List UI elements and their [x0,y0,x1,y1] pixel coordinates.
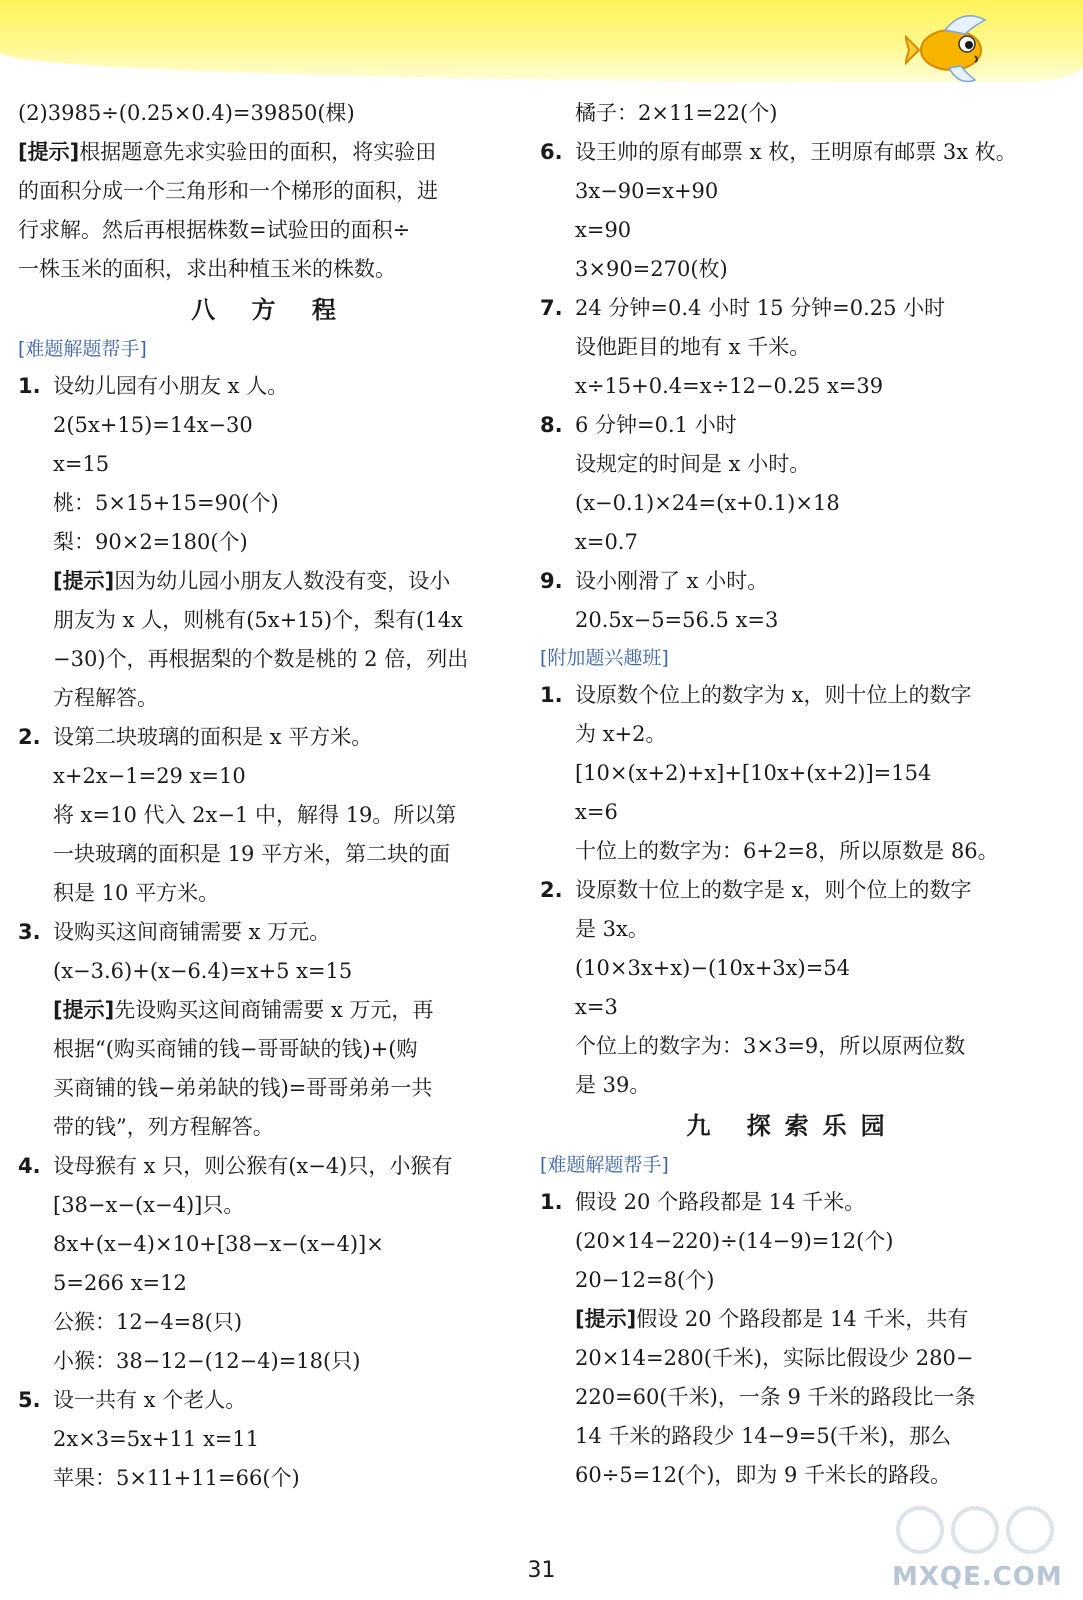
subsection-label: [附加题兴趣班] [540,647,669,669]
text-line: x=6 [575,800,618,824]
hint-text: 因为幼儿园小朋友人数没有变，设小 [114,569,451,593]
text-line: 为 x+2。 [575,722,667,746]
text-line: 设他距目的地有 x 千米。 [575,335,811,359]
right-column [540,94,1045,1495]
hint-text: 根据题意先求实验田的面积，将实验田 [79,140,437,164]
text-line: x=15 [53,452,110,476]
subsection-label: [难题解题帮手] [540,1154,669,1176]
item-number: 4. [18,1154,41,1178]
item-text: 设王帅的原有邮票 x 枚，王明原有邮票 3x 枚。 [575,140,1017,164]
text-line: (20×14−220)÷(14−9)=12(个) [575,1229,894,1253]
text-line: 桃：5×15+15=90(个) [53,491,279,515]
answer-item [540,1183,1045,1222]
answer-item [18,718,523,757]
answer-item [540,562,1045,601]
hint-line [18,133,523,172]
item-number: 2. [18,725,41,749]
text-line: 个位上的数字为：3×3=9，所以原两位数 [575,1034,966,1058]
text-line: 20.5x−5=56.5 x=3 [575,608,779,632]
text-line: 十位上的数字为：6+2=8，所以原数是 86。 [575,839,999,863]
answer-item [540,289,1045,328]
text-line: 设规定的时间是 x 小时。 [575,452,811,476]
text-line: 是 39。 [575,1073,651,1097]
text-line: 朋友为 x 人，则桃有(5x+15)个，梨有(14x [53,608,463,632]
text-line: [10×(x+2)+x]+[10x+(x+2)]=154 [575,761,932,785]
text-line: x=0.7 [575,530,638,554]
text-line: 小猴：38−12−(12−4)=18(只) [53,1349,361,1373]
section-title: 八 方 程 [191,296,350,324]
text-line: 梨：90×2=180(个) [53,530,248,554]
fish-mascot-icon [905,6,1001,88]
text-line: 橘子：2×11=22(个) [575,101,778,125]
hint-text: 假设 20 个路段都是 14 千米，共有 [636,1307,969,1331]
text-line: 是 3x。 [575,917,649,941]
text-line: 公猴：12−4=8(只) [53,1310,243,1334]
text-line: x+2x−1=29 x=10 [53,764,246,788]
text-line: 行求解。然后再根据株数=试验田的面积÷ [18,218,411,242]
text-line: 3x−90=x+90 [575,179,719,203]
item-number: 1. [540,683,563,707]
left-column [18,94,523,1498]
item-text: 24 分钟=0.4 小时 15 分钟=0.25 小时 [575,296,946,320]
text-line: x=3 [575,995,618,1019]
text-line: 3×90=270(枚) [575,257,728,281]
text-line: 积是 10 平方米。 [53,881,220,905]
item-text: 假设 20 个路段都是 14 千米。 [575,1190,866,1214]
text-line: (2)3985÷(0.25×0.4)=39850(棵) [18,101,355,125]
hint-text: 先设购买这间商铺需要 x 万元，再 [114,998,434,1022]
item-number: 6. [540,140,563,164]
item-number: 1. [540,1190,563,1214]
item-number: 9. [540,569,563,593]
item-text: 设第二块玻璃的面积是 x 平方米。 [53,725,373,749]
text-line: 买商铺的钱−弟弟缺的钱)=哥哥弟弟一共 [53,1076,433,1100]
text-line: 14 千米的路段少 14−9=5(千米)，那么 [575,1424,952,1448]
hint-label: [提示] [18,140,80,164]
item-text: 设幼儿园有小朋友 x 人。 [53,374,289,398]
text-line: x=90 [575,218,632,242]
item-text: 设母猴有 x 只，则公猴有(x−4)只，小猴有 [53,1154,453,1178]
text-line: 220=60(千米)，一条 9 千米的路段比一条 [575,1385,976,1409]
text-line: 5=266 x=12 [53,1271,187,1295]
hint-label: [提示] [53,998,115,1022]
answer-item [18,1147,523,1186]
answer-item [540,676,1045,715]
text-line: 将 x=10 代入 2x−1 中，解得 19。所以第 [53,803,457,827]
text-line: (x−0.1)×24=(x+0.1)×18 [575,491,840,515]
item-text: 6 分钟=0.1 小时 [575,413,737,437]
text-line: 的面积分成一个三角形和一个梯形的面积，进 [18,179,438,203]
text-line: 方程解答。 [53,686,158,710]
item-text: 设小刚滑了 x 小时。 [575,569,769,593]
item-text: 设购买这间商铺需要 x 万元。 [53,920,331,944]
watermark-text: MXQE.COM [892,1562,1063,1592]
text-line: 20−12=8(个) [575,1268,715,1292]
item-number: 5. [18,1388,41,1412]
text-line: (10×3x+x)−(10x+3x)=54 [575,956,851,980]
hint-line [18,562,523,601]
text-line: 根据“(购买商铺的钱−哥哥缺的钱)+(购 [53,1037,418,1061]
answer-item [18,367,523,406]
subsection-label: [难题解题帮手] [18,338,147,360]
hint-label: [提示] [575,1307,637,1331]
hint-label: [提示] [53,569,115,593]
answer-item [540,406,1045,445]
hint-line [18,991,523,1030]
answer-item [18,913,523,952]
item-number: 1. [18,374,41,398]
hint-line [540,1300,1045,1339]
item-text: 设原数个位上的数字为 x，则十位上的数字 [575,683,972,707]
text-line: x÷15+0.4=x÷12−0.25 x=39 [575,374,884,398]
item-number: 3. [18,920,41,944]
item-number: 2. [540,878,563,902]
item-number: 7. [540,296,563,320]
text-line: 带的钱”，列方程解答。 [53,1115,274,1139]
text-line: 8x+(x−4)×10+[38−x−(x−4)]× [53,1232,384,1256]
answer-item [540,871,1045,910]
text-line: 2x×3=5x+11 x=11 [53,1427,260,1451]
item-number: 8. [540,413,563,437]
text-line: 60÷5=12(个)，即为 9 千米长的路段。 [575,1463,952,1487]
item-text: 设一共有 x 个老人。 [53,1388,247,1412]
text-line: (x−3.6)+(x−6.4)=x+5 x=15 [53,959,353,983]
text-line: −30)个，再根据梨的个数是桃的 2 倍，列出 [53,647,469,671]
text-line: [38−x−(x−4)]只。 [53,1193,245,1217]
text-line: 苹果：5×11+11=66(个) [53,1466,300,1490]
text-line: 一株玉米的面积，求出种植玉米的株数。 [18,257,396,281]
answer-item [18,1381,523,1420]
text-line: 一块玻璃的面积是 19 平方米，第二块的面 [53,842,451,866]
text-line: 20×14=280(千米)，实际比假设少 280− [575,1346,974,1370]
item-text: 设原数十位上的数字是 x，则个位上的数字 [575,878,972,902]
answer-item [540,133,1045,172]
section-title: 九 探索乐园 [686,1112,899,1140]
page-number: 31 [527,1558,556,1583]
text-line: 2(5x+15)=14x−30 [53,413,253,437]
